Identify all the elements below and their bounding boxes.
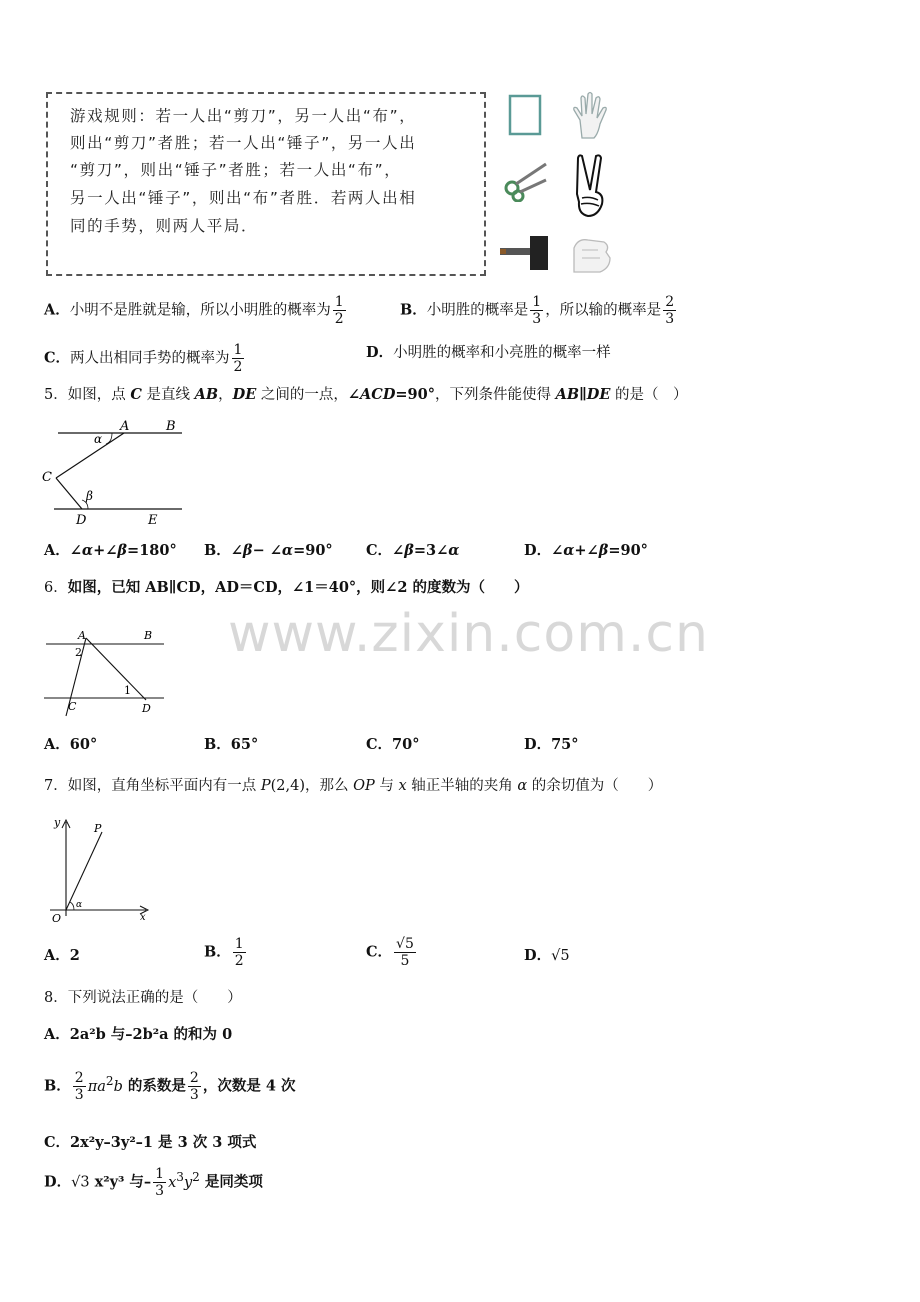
rules-line: “剪刀”，则出“锤子”者胜；若一人出“布”， xyxy=(70,161,402,179)
v-hand-icon xyxy=(574,154,610,220)
open-hand-icon xyxy=(568,90,612,142)
q5-figure xyxy=(40,414,190,530)
fist-icon xyxy=(570,234,614,276)
q6-option-a: A．60° xyxy=(44,736,98,753)
fraction: $\frac{1}{3}$ xyxy=(532,294,542,327)
label-e: E xyxy=(148,513,158,528)
q7-stem: 7．如图，直角坐标平面内有一点 P(2,4)，那么 OP 与 x 轴正半轴的夹角 α 的余切值为（ ） xyxy=(44,778,663,794)
fraction: $\frac{√5}{5}$ xyxy=(396,936,414,969)
q6-stem: 6．如图，已知 AB∥CD，AD＝CD，∠1＝40°，则∠2 的度数为（ ） xyxy=(44,579,529,596)
q4-option-d: D．小明胜的概率和小亮胜的概率一样 xyxy=(366,344,611,361)
label-x: x xyxy=(140,912,146,923)
q4-option-b: B．小明胜的概率是 $\frac{1}{3}$ ，所以输的概率是 $\frac{2}{3}$ xyxy=(400,294,675,327)
q5-option-b: B．∠β− ∠α=90° xyxy=(204,542,333,559)
label-one: 1 xyxy=(124,684,131,697)
label-d: D xyxy=(76,513,87,528)
hammer-icon xyxy=(498,232,552,276)
q7-option-c: C． $\frac{√5}{5}$ xyxy=(366,936,414,969)
label-b: B xyxy=(166,419,176,434)
fraction: $\frac{1}{2}$ xyxy=(334,294,344,327)
q7-option-d: D．√5 xyxy=(524,947,570,964)
fraction: $\frac{1}{3}$ xyxy=(155,1166,165,1199)
q6-option-b: B．65° xyxy=(204,736,259,753)
q7-figure xyxy=(44,812,156,924)
paper-icon xyxy=(506,92,546,140)
q8-option-a: A．2a²b 与–2b²a 的和为 0 xyxy=(44,1026,233,1043)
q8-stem: 8．下列说法正确的是（ ） xyxy=(44,990,242,1006)
fraction: $\frac{1}{2}$ xyxy=(234,936,244,969)
q8-option-b: B． $\frac{2}{3}$ $\pi a^2b$ 的系数是 $\frac{2}{3}$ ，次数是 4 次 xyxy=(44,1070,296,1103)
q4-option-c: C．两人出相同手势的概率为 $\frac{1}{2}$ xyxy=(44,342,243,375)
rules-line: 游戏规则：若一人出“剪刀”，另一人出“布”， xyxy=(70,107,417,125)
label-o: O xyxy=(52,912,62,924)
label-y: y xyxy=(54,816,61,829)
label-beta: β xyxy=(86,489,93,503)
label-d: D xyxy=(142,702,151,715)
q8-option-c: C．2x²y–3y²–1 是 3 次 3 项式 xyxy=(44,1134,257,1151)
q5-option-a: A．∠α+∠β=180° xyxy=(44,542,177,559)
fraction: $\frac{2}{3}$ xyxy=(665,294,675,327)
fraction: $\frac{2}{3}$ xyxy=(74,1070,84,1103)
q6-option-d: D．75° xyxy=(524,736,579,753)
scissors-icon xyxy=(502,158,550,202)
q5-option-c: C．∠β=3∠α xyxy=(366,542,460,559)
rules-line: 另一人出“锤子”，则出“布”者胜．若两人出相 xyxy=(70,189,417,207)
q7-option-a: A．2 xyxy=(44,947,80,964)
fraction: $\frac{2}{3}$ xyxy=(189,1070,199,1103)
q8-option-d: D．√3 x²y³ 与– $\frac{1}{3}$ $x^3y^2$ 是同类项 xyxy=(44,1166,263,1199)
rules-line: 同的手势，则两人平局． xyxy=(70,217,259,235)
q6-option-c: C．70° xyxy=(366,736,420,753)
label-alpha: α xyxy=(94,432,103,446)
watermark: www.zixin.com.cn xyxy=(228,604,709,664)
label-alpha: α xyxy=(76,900,83,910)
q6-figure xyxy=(40,624,170,724)
label-a: A xyxy=(78,629,86,642)
q7-option-b: B． $\frac{1}{2}$ xyxy=(204,936,244,969)
label-b: B xyxy=(144,629,153,642)
label-c: C xyxy=(42,470,52,485)
rules-line: 则出“剪刀”者胜；若一人出“锤子”，另一人出 xyxy=(70,134,417,152)
q5-option-d: D．∠α+∠β=90° xyxy=(524,542,648,559)
label-a: A xyxy=(120,419,130,434)
label-two: 2 xyxy=(75,646,82,659)
label-c: C xyxy=(68,700,77,713)
label-p: P xyxy=(94,822,102,835)
q5-stem: 5．如图，点 C 是直线 AB，DE 之间的一点，∠ACD=90°，下列条件能使得 AB∥DE 的是（ ） xyxy=(44,386,688,403)
q4-option-a: A．小明不是胜就是输，所以小明胜的概率为 $\frac{1}{2}$ xyxy=(44,294,344,327)
fraction: $\frac{1}{2}$ xyxy=(233,342,243,375)
